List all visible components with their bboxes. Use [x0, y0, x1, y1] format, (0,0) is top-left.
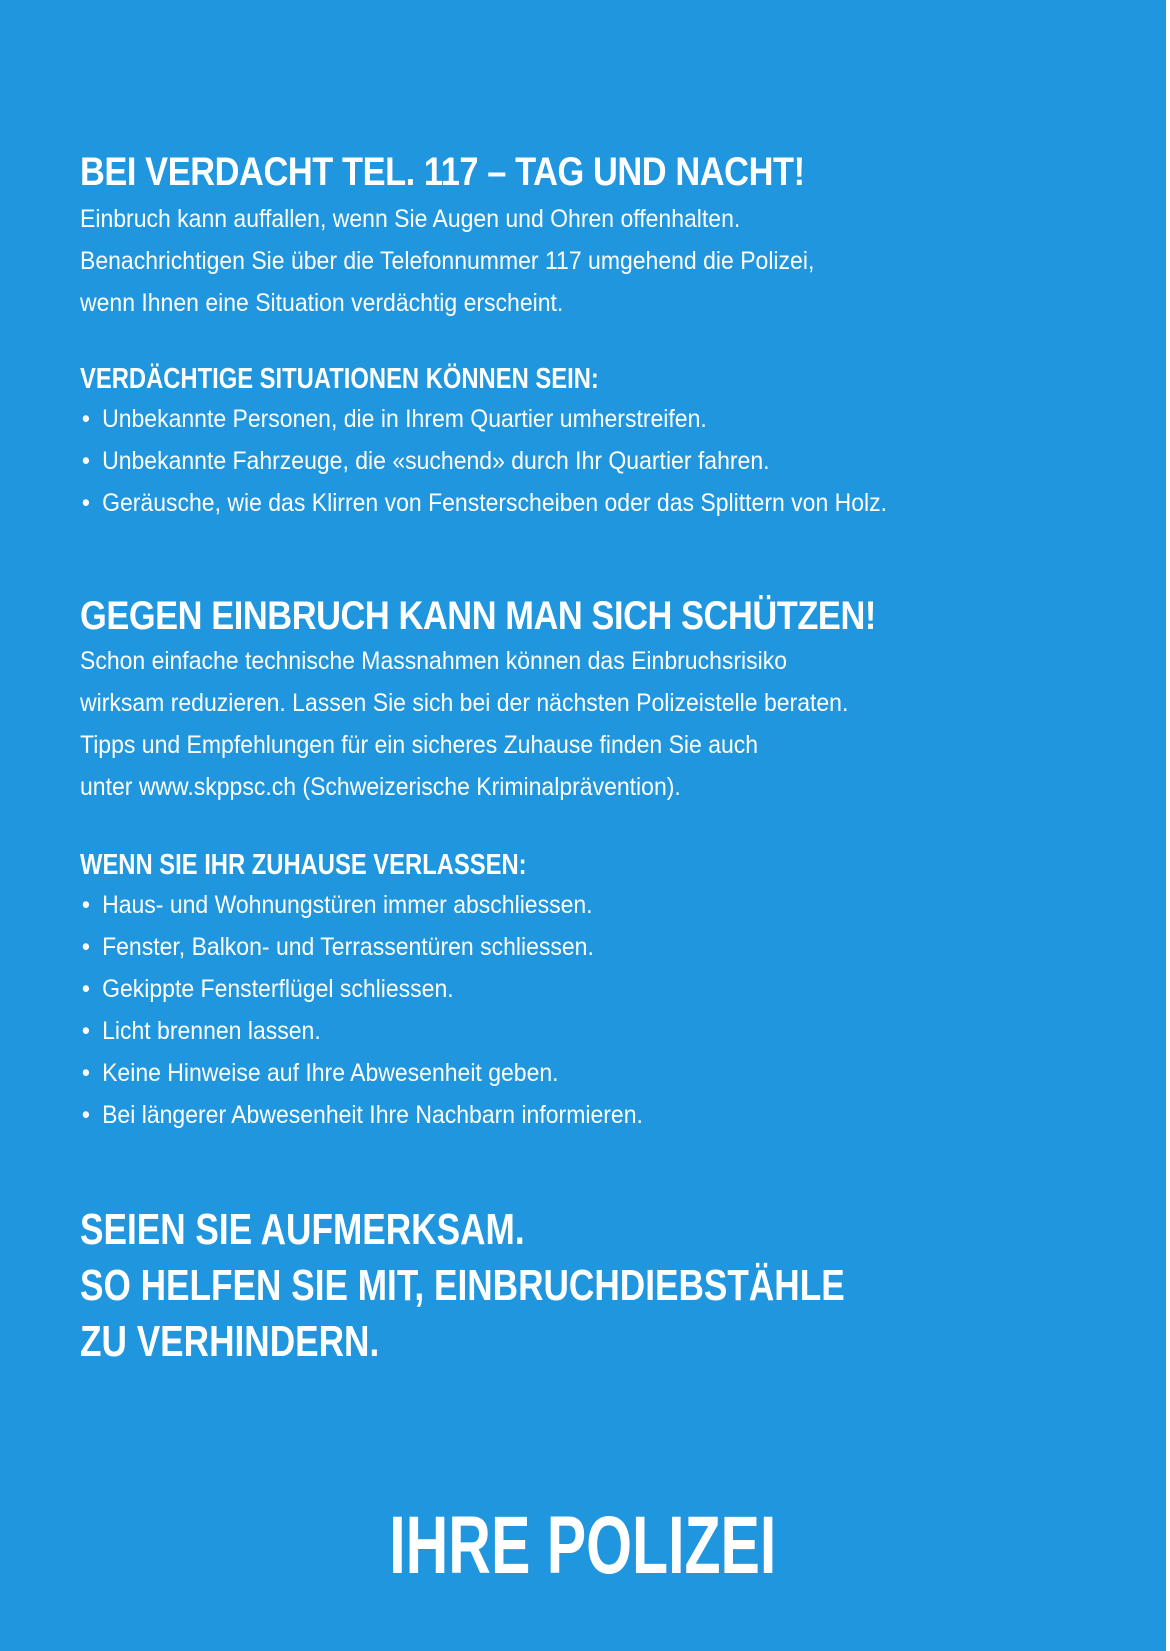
paragraph-line: Einbruch kann auffallen, wenn Sie Augen und Ohren offenhalten.	[80, 205, 741, 233]
bullet-icon: •	[81, 489, 90, 517]
protection-paragraph	[80, 640, 1079, 808]
paragraph-line: Tipps und Empfehlungen für ein sicheres Zuhause finden Sie auch	[80, 731, 759, 759]
list-item-text: Haus- und Wohnungstüren immer abschliessen.	[102, 891, 593, 919]
emergency-paragraph	[80, 198, 1079, 324]
list-item	[80, 398, 1079, 440]
closing-message	[80, 1202, 949, 1370]
list-item	[80, 884, 1079, 926]
list-item-text: Fenster, Balkon- und Terrassentüren schliessen.	[102, 933, 594, 961]
list-item-text: Bei längerer Abwesenheit Ihre Nachbarn informieren.	[102, 1101, 643, 1129]
list-item	[80, 440, 1079, 482]
list-item-text: Unbekannte Fahrzeuge, die «suchend» durch Ihr Quartier fahren.	[102, 447, 770, 475]
paragraph-line: wirksam reduzieren. Lassen Sie sich bei der nächsten Polizeistelle beraten.	[80, 689, 849, 717]
bullet-icon: •	[81, 891, 90, 919]
emergency-heading: BEI VERDACHT TEL. 117 – TAG UND NACHT!	[80, 150, 805, 194]
closing-line: SO HELFEN SIE MIT, EINBRUCHDIEBSTÄHLE	[80, 1261, 845, 1310]
protection-heading: GEGEN EINBRUCH KANN MAN SICH SCHÜTZEN!	[80, 594, 876, 638]
closing-line: SEIEN SIE AUFMERKSAM.	[80, 1205, 525, 1254]
list-item	[80, 482, 1079, 524]
closing-line: ZU VERHINDERN.	[80, 1317, 380, 1366]
list-item	[80, 1010, 1079, 1052]
bullet-icon: •	[81, 405, 90, 433]
paragraph-line: Schon einfache technische Massnahmen können das Einbruchsrisiko	[80, 647, 788, 675]
bullet-icon: •	[81, 975, 90, 1003]
list-item-text: Unbekannte Personen, die in Ihrem Quartier umherstreifen.	[102, 405, 707, 433]
list-item	[80, 926, 1079, 968]
list-item	[80, 968, 1079, 1010]
list-item-text: Keine Hinweise auf Ihre Abwesenheit geben.	[102, 1059, 559, 1087]
paragraph-line: wenn Ihnen eine Situation verdächtig erscheint.	[80, 289, 564, 317]
paragraph-line: unter www.skppsc.ch (Schweizerische Kriminalprävention).	[80, 773, 681, 801]
list-item	[80, 1052, 1079, 1094]
list-item-text: Licht brennen lassen.	[102, 1017, 321, 1045]
bullet-icon: •	[81, 1101, 90, 1129]
leaving-home-heading: WENN SIE IHR ZUHAUSE VERLASSEN:	[80, 849, 527, 881]
paragraph-line: Benachrichtigen Sie über die Telefonnummer 117 umgehend die Polizei,	[80, 247, 815, 275]
bullet-icon: •	[81, 933, 90, 961]
bullet-icon: •	[81, 447, 90, 475]
leaving-home-list	[80, 884, 1079, 1136]
bullet-icon: •	[81, 1059, 90, 1087]
list-item	[80, 1094, 1079, 1136]
list-item-text: Geräusche, wie das Klirren von Fensterscheiben oder das Splittern von Holz.	[102, 489, 888, 517]
bullet-icon: •	[81, 1017, 90, 1045]
police-signature	[0, 1498, 1166, 1594]
list-item-text: Gekippte Fensterflügel schliessen.	[102, 975, 454, 1003]
suspicious-situations-heading: VERDÄCHTIGE SITUATIONEN KÖNNEN SEIN:	[80, 363, 599, 395]
signature-text: IHRE POLIZEI	[389, 1500, 777, 1591]
suspicious-situations-list	[80, 398, 1079, 524]
